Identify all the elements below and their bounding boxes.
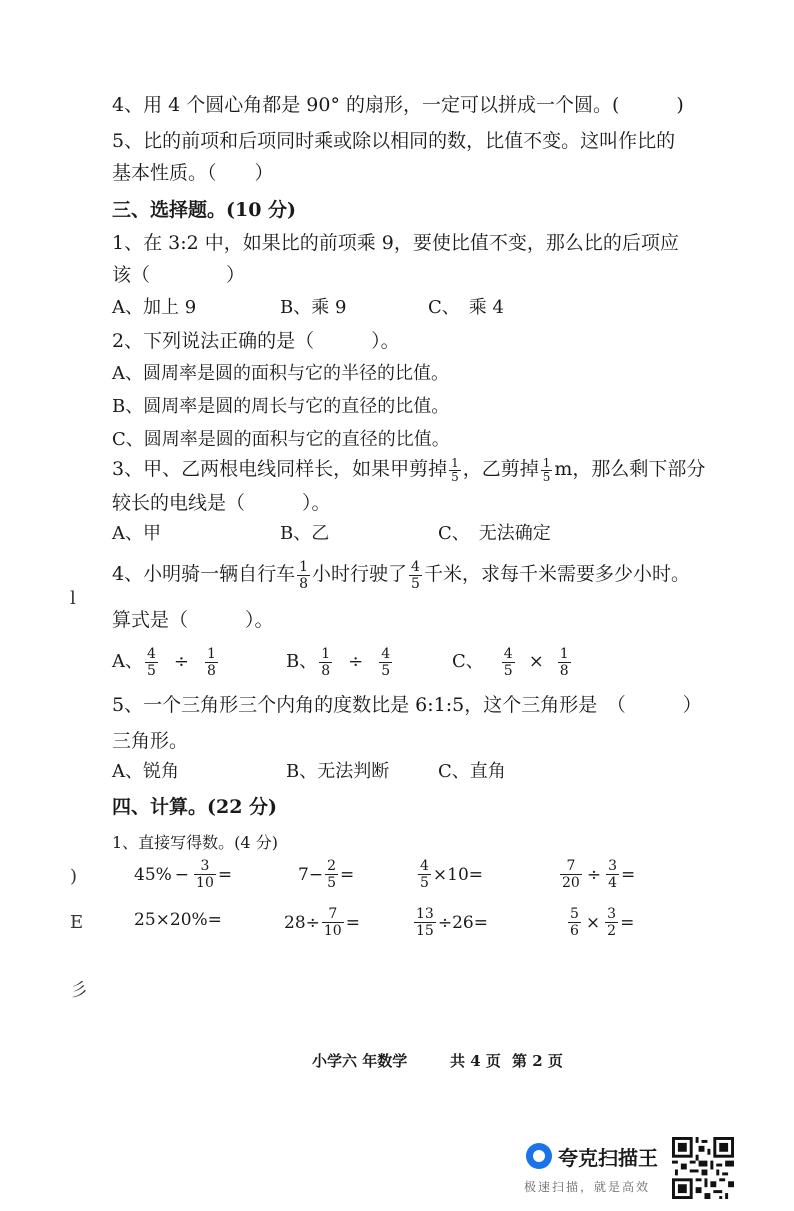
choice-q4-line2: 算式是（ ）。 — [112, 609, 274, 631]
scanner-logo-icon — [526, 1143, 552, 1169]
fraction — [558, 646, 571, 679]
option-label: A、 — [112, 651, 143, 672]
footer-page-number: 第 2 页 — [512, 1052, 563, 1070]
fraction-denominator: 2 — [607, 923, 617, 939]
watermark-subtitle: 极速扫描，就是高效 — [524, 1180, 651, 1194]
fraction — [205, 646, 218, 679]
choice-q5-line1: 5、一个三角形三个内角的度数比是 6:1:5，这个三角形是 （ ） — [112, 694, 702, 716]
calc-term: ÷26= — [437, 912, 488, 933]
choice-q4-fraction-1 — [297, 559, 310, 592]
fraction — [605, 906, 618, 939]
equals-sign: = — [345, 912, 360, 933]
choice-q5-option-c: C、直角 — [438, 761, 506, 782]
choice-q3-fraction-2 — [541, 457, 553, 484]
choice-q3-text-a: 3、甲、乙两根电线同样长，如果甲剪掉 — [112, 458, 448, 480]
choice-q4-text-c: 千米，求每千米需要多少小时。 — [423, 563, 690, 585]
operator: × — [528, 651, 544, 672]
choice-q3-line1 — [112, 456, 705, 484]
choice-q4-text-a: 4、小明骑一辆自行车 — [112, 563, 296, 585]
operator: ÷ — [173, 651, 190, 672]
fraction-numerator: 1 — [207, 645, 216, 662]
option-label: C、 — [452, 651, 484, 672]
fraction — [568, 906, 581, 939]
judge-q4: 4、用 4 个圆心角都是 90° 的扇形，一定可以拼成一个圆。( ) — [112, 94, 684, 116]
fraction-denominator: 5 — [381, 662, 391, 679]
fraction — [414, 906, 436, 939]
fraction — [606, 858, 619, 891]
calc-r1-e3 — [416, 858, 483, 891]
fraction-numerator: 4 — [411, 558, 420, 575]
choice-q4-option-c — [452, 644, 573, 680]
fraction — [560, 858, 582, 891]
operator: × — [585, 912, 601, 933]
fraction-denominator: 4 — [608, 875, 617, 891]
fraction — [502, 646, 515, 679]
calc-r1-e2 — [298, 858, 354, 891]
fraction-denominator: 8 — [321, 662, 331, 679]
choice-q1-option-a: A、加上 9 — [112, 297, 197, 318]
calc-term: ×10= — [432, 864, 484, 885]
fraction-numerator: 2 — [327, 858, 336, 874]
qr-code-icon — [672, 1137, 734, 1199]
margin-mark: l — [70, 588, 76, 609]
fraction-numerator: 1 — [559, 645, 569, 662]
choice-q1-line2: 该（ ） — [112, 264, 246, 286]
choice-q4-option-a — [112, 644, 220, 680]
fraction-numerator: 1 — [451, 455, 459, 470]
fraction-numerator: 4 — [503, 645, 513, 662]
fraction-denominator: 8 — [559, 662, 569, 679]
calc-r1-e4 — [558, 858, 635, 891]
calc-term: 28÷ — [284, 912, 320, 933]
fraction-numerator: 3 — [607, 906, 617, 922]
fraction-denominator: 5 — [451, 469, 459, 484]
fraction-denominator: 5 — [542, 469, 551, 484]
operator: ÷ — [586, 864, 602, 885]
fraction-denominator: 10 — [196, 875, 214, 891]
calc-term: 7− — [298, 864, 324, 885]
choice-q2: 2、下列说法正确的是（ ）。 — [112, 330, 400, 352]
fraction-numerator: 1 — [321, 645, 331, 662]
fraction-numerator: 1 — [299, 558, 309, 575]
choice-q5-option-b: B、无法判断 — [286, 761, 390, 782]
fraction-denominator: 5 — [147, 662, 156, 679]
fraction — [322, 906, 344, 939]
watermark-title: 夸克扫描王 — [558, 1146, 658, 1170]
calc-r2-e1: 25×20%= — [134, 910, 222, 930]
fraction-numerator: 3 — [608, 858, 617, 874]
fraction-numerator: 4 — [420, 858, 429, 874]
equals-sign: = — [620, 912, 635, 933]
choice-q2-option-c: C、圆周率是圆的面积与它的直径的比值。 — [112, 429, 450, 450]
fraction — [319, 646, 332, 679]
fraction-numerator: 7 — [566, 858, 576, 874]
fraction — [418, 858, 431, 891]
margin-mark: 彡 — [70, 980, 88, 1001]
calc-r2-e3 — [412, 906, 488, 939]
calc-r2-e2 — [284, 906, 360, 939]
choice-q1-option-c: C、 乘 4 — [428, 297, 504, 318]
section-3-title: 三、选择题。(10 分) — [112, 199, 297, 221]
choice-q2-option-b: B、圆周率是圆的周长与它的直径的比值。 — [112, 396, 450, 417]
fraction-numerator: 7 — [328, 906, 338, 922]
fraction-denominator: 5 — [327, 875, 336, 891]
fraction-denominator: 5 — [420, 875, 429, 891]
option-label: B、 — [286, 651, 318, 672]
fraction-denominator: 5 — [503, 662, 513, 679]
fraction-numerator: 13 — [416, 906, 434, 922]
choice-q3-fraction-1 — [449, 457, 461, 484]
fraction — [379, 646, 392, 679]
fraction-denominator: 6 — [570, 923, 579, 939]
equals-sign: = — [339, 864, 355, 885]
choice-q4-line1 — [112, 556, 690, 592]
choice-q3-text-b: ，乙剪掉 — [462, 458, 539, 480]
operator: − — [174, 864, 190, 885]
fraction-denominator: 15 — [416, 923, 434, 939]
fraction-numerator: 4 — [147, 645, 156, 662]
choice-q1-line1: 1、在 3:2 中，如果比的前项乘 9，要使比值不变，那么比的后项应 — [112, 232, 679, 254]
judge-q5-line1: 5、比的前项和后项同时乘或除以相同的数，比值不变。这叫作比的 — [112, 130, 676, 152]
margin-mark: E — [70, 912, 84, 933]
equals-sign: = — [621, 864, 636, 885]
choice-q5-option-a: A、锐角 — [112, 761, 179, 782]
calc-r1-e1 — [134, 858, 232, 891]
calc-sub1-title: 1、直接写得数。(4 分) — [112, 833, 278, 852]
fraction-denominator: 5 — [411, 575, 420, 592]
choice-q4-text-b: 小时行驶了 — [312, 563, 408, 585]
fraction — [194, 858, 216, 891]
calc-term: 45% — [134, 864, 172, 885]
choice-q3-option-c: C、 无法确定 — [438, 523, 551, 544]
fraction-denominator: 8 — [207, 662, 216, 679]
fraction — [145, 646, 158, 679]
judge-q5-line2: 基本性质。（ ） — [112, 162, 274, 184]
equals-sign: = — [217, 864, 233, 885]
operator: ÷ — [348, 651, 364, 672]
fraction-denominator: 8 — [299, 575, 309, 592]
choice-q3-option-b: B、乙 — [280, 523, 330, 544]
choice-q4-option-b — [286, 644, 394, 680]
footer-subject: 小学六 年数学 — [312, 1052, 408, 1070]
calc-r2-e4 — [566, 906, 634, 939]
choice-q3-option-a: A、甲 — [112, 523, 161, 544]
fraction-numerator: 4 — [381, 645, 391, 662]
fraction-numerator: 3 — [200, 858, 210, 874]
choice-q3-line2: 较长的电线是（ ）。 — [112, 492, 331, 514]
fraction-numerator: 1 — [542, 455, 551, 470]
footer-total-pages: 共 4 页 — [450, 1052, 501, 1070]
margin-mark: ) — [70, 866, 78, 887]
fraction-denominator: 10 — [323, 923, 342, 939]
section-4-title: 四、计算。(22 分) — [112, 796, 278, 818]
choice-q3-text-c: m，那么剩下部分 — [554, 458, 706, 480]
fraction-numerator: 5 — [570, 906, 579, 922]
choice-q4-fraction-2 — [409, 559, 422, 592]
choice-q5-line2: 三角形。 — [112, 730, 189, 752]
choice-q2-option-a: A、圆周率是圆的面积与它的半径的比值。 — [112, 363, 449, 384]
fraction — [325, 858, 338, 891]
fraction-denominator: 20 — [562, 875, 580, 891]
choice-q1-option-b: B、乘 9 — [280, 297, 347, 318]
